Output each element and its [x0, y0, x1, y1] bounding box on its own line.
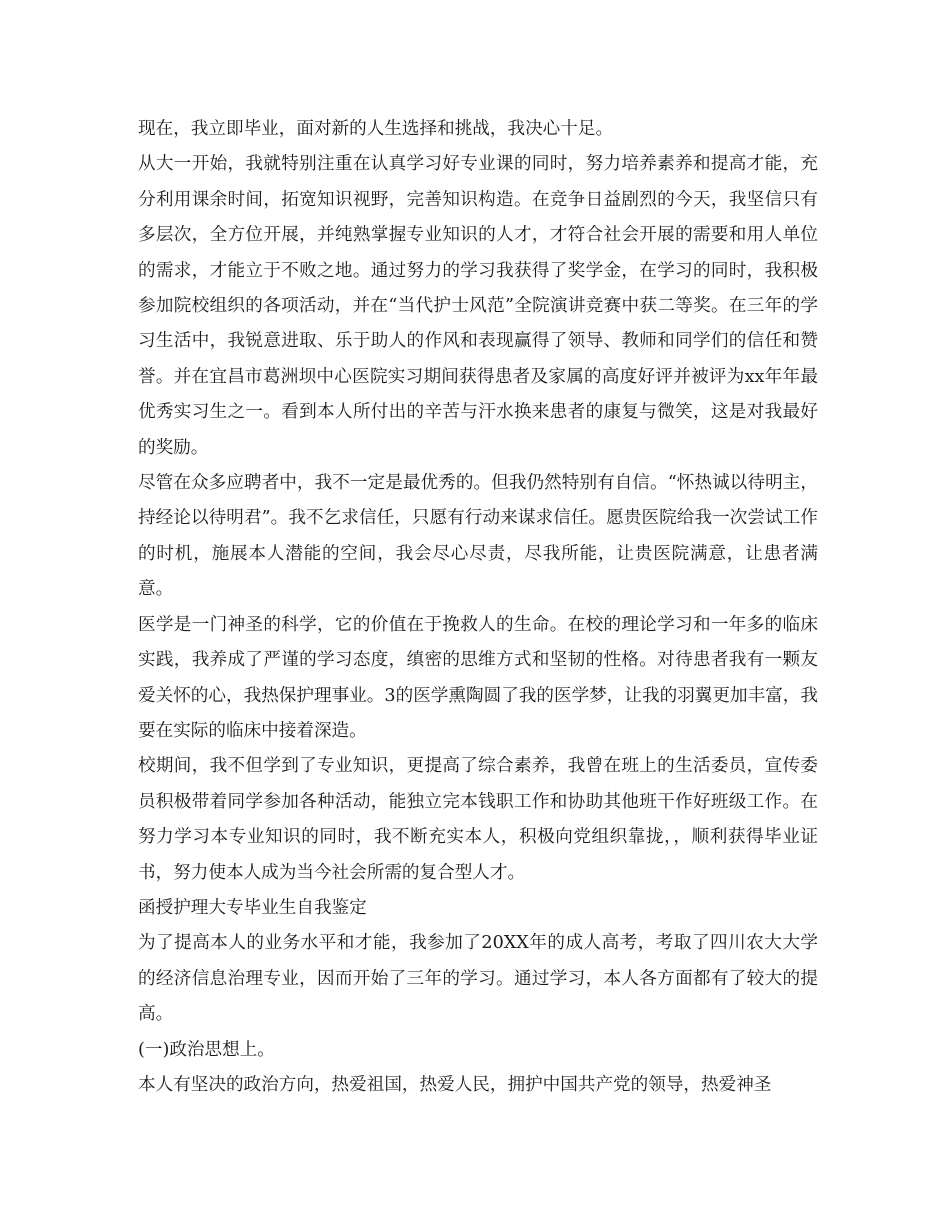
paragraph-graduation-intro: 现在，我立即毕业，面对新的人生选择和挑战，我决心十足。 — [138, 119, 614, 139]
paragraph-medical-career: 医学是一门神圣的科学，它的价值在于挽救人的生命。在校的理论学习和一年多的临床实践，我养成了严谨的学习态度，缜密的思维方式和坚韧的性格。对待患者我有一颗友爱关怀的心，我热保护理事业。3的医学熏陶圆了我的医学梦，让我的羽翼更加丰富，我要在实际的临床中接着深造。 — [138, 614, 818, 741]
paragraph-political-stance: 本人有坚决的政治方向，热爱祖国，热爱人民，拥护中国共产党的领导，热爱神圣 — [138, 1074, 772, 1095]
paragraph-study-achievements: 从大一开始，我就特别注重在认真学习好专业课的同时，努力培养素养和提高才能，充分利用课余时间，拓宽知识视野，完善知识构造。在竞争日益剧烈的今天，我坚信只有多层次，全方位开展，并纯熟掌握专业知识的人才，才符合社会开展的需要和用人单位的需求，才能立于不败之地。通过努力的学习我获得了奖学金，在学习的同时，我积极参加院校组织的各项活动，并在“当代护士风范”全院演讲竞赛中获二等奖。在三年的学习生活中，我锐意进取、乐于助人的作风和表现赢得了领导、教师和同学们的信任和赞誉。并在宜昌市葛洲坝中心医院实习期间获得患者及家属的高度好评并被评为xx年年最优秀实习生之一。看到本人所付出的辛苦与汗水换来患者的康复与微笑，这是对我最好的奖励。 — [138, 154, 818, 458]
paragraph-adult-education: 为了提高本人的业务水平和才能，我参加了20XX年的成人高考，考取了四川农大大学的经济信息治理专业，因而开始了三年的学习。通过学习，本人各方面都有了较大的提高。 — [138, 933, 818, 1025]
paragraph-school-activities: 校期间，我不但学到了专业知识，更提高了综合素养，我曾在班上的生活委员，宣传委员积极带着同学参加各种活动，能独立完本钱职工作和协助其他班干作好班级工作。在努力学习本专业知识的同时，我不断充实本人，积极向党组织靠拢，，顺利获得毕业证书，努力使本人成为当今社会所需的复合型人才。 — [138, 756, 818, 883]
document-body — [138, 112, 818, 1103]
paragraph-confidence: 尽管在众多应聘者中，我不一定是最优秀的。但我仍然特别有自信。“怀热诚以待明主，持经论以待明君”。我不乞求信任，只愿有行动来谋求信任。愿贵医院给我一次尝试工作的时机，施展本人潜能的空间，我会尽心尽责，尽我所能，让贵医院满意，让患者满意。 — [138, 473, 818, 600]
subsection-heading-political: (一)政治思想上。 — [138, 1039, 275, 1060]
section-heading: 函授护理大专毕业生自我鉴定 — [138, 897, 367, 918]
